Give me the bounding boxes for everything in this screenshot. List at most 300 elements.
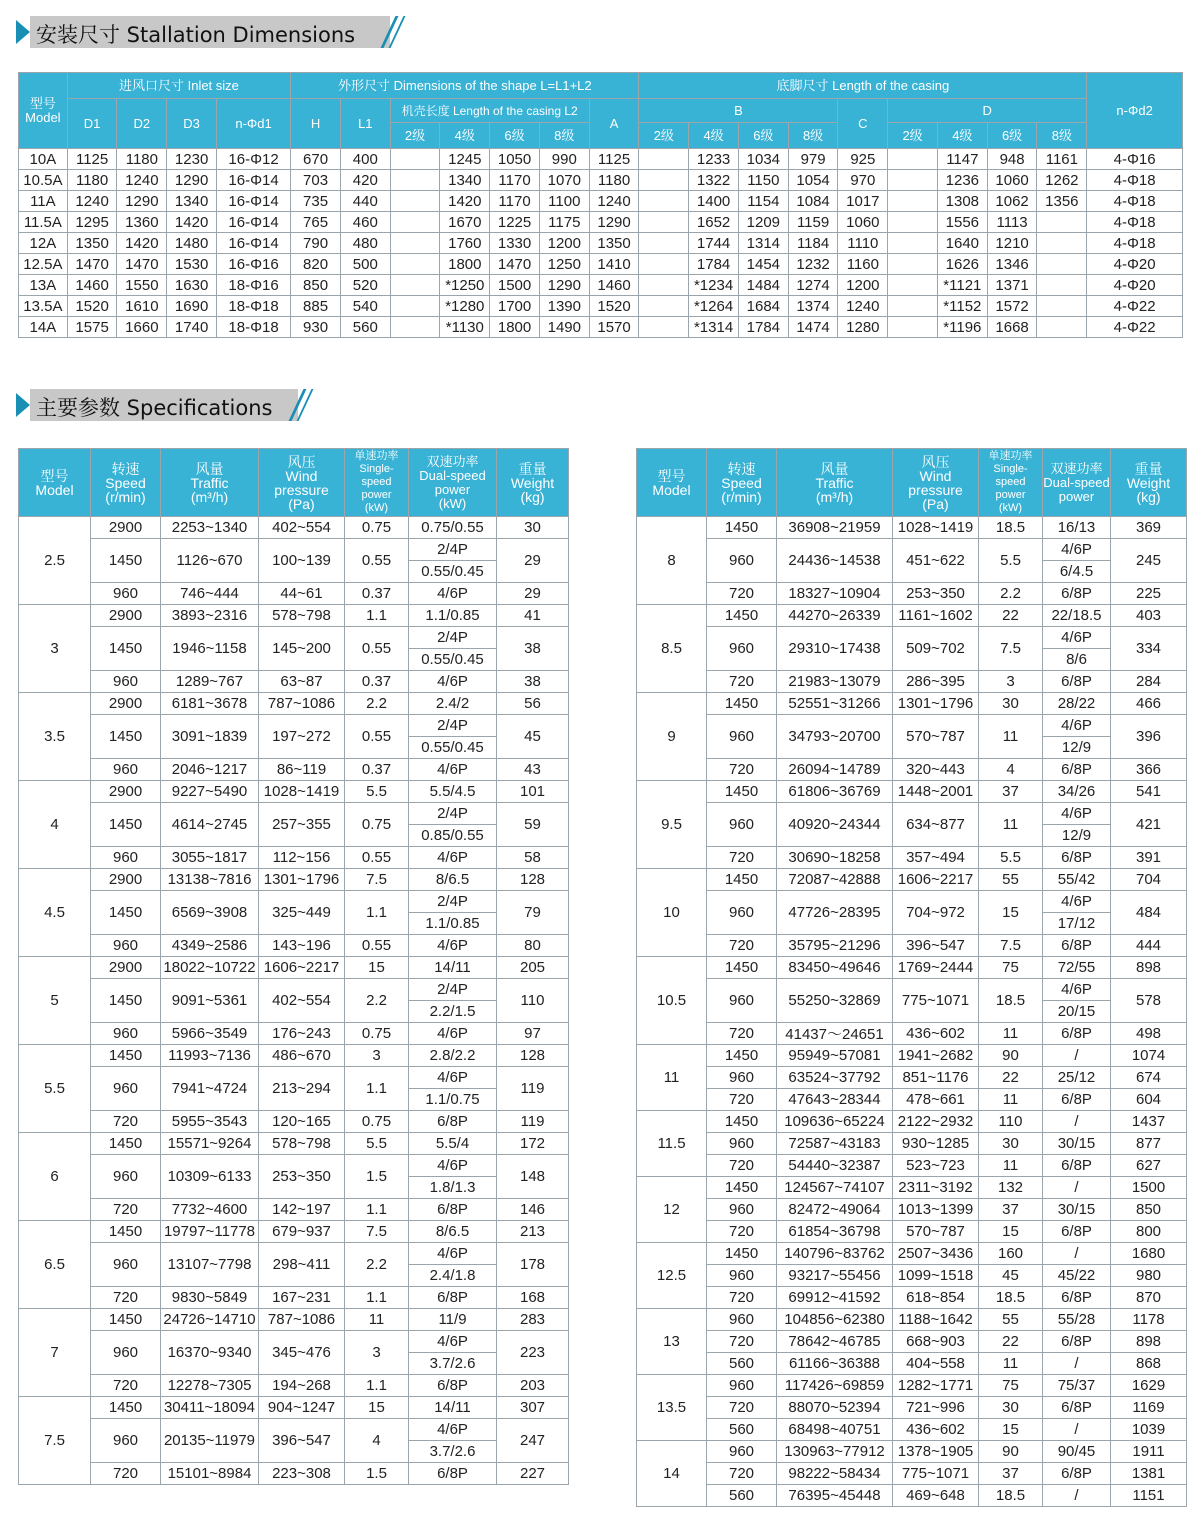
table-cell: 2900	[91, 869, 161, 891]
table-cell: 440	[340, 191, 390, 212]
table-cell: 8/6.5	[409, 869, 497, 891]
table-cell: 960	[707, 627, 777, 671]
table-cell: 6/8P	[1043, 1089, 1111, 1111]
table-cell	[1037, 317, 1087, 338]
table-cell: 627	[1111, 1155, 1187, 1177]
table-cell: 8/6	[1043, 649, 1111, 671]
table-cell: 366	[1111, 759, 1187, 781]
table-row	[19, 233, 1183, 254]
table-cell: 61854~36798	[777, 1221, 893, 1243]
table-cell: 4/6P	[409, 1331, 497, 1353]
table-row	[637, 1199, 1187, 1221]
header-inlet-size: 进风口尺寸 Inlet size	[67, 73, 290, 99]
table-cell: 1099~1518	[893, 1265, 979, 1287]
table-cell: 4/6P	[409, 935, 497, 957]
table-row	[637, 517, 1187, 539]
table-cell: 1308	[937, 191, 987, 212]
table-cell: 24726~14710	[161, 1309, 259, 1331]
table-row	[19, 847, 569, 869]
table-cell: 570~787	[893, 1221, 979, 1243]
table-cell: 0.55	[345, 715, 409, 759]
table-cell: 6/8P	[1043, 847, 1111, 869]
table-cell: 1450	[91, 715, 161, 759]
table-cell: 18-Φ18	[216, 317, 290, 338]
model-cell: 12.5	[637, 1243, 707, 1309]
table-cell: 22	[979, 605, 1043, 627]
table-cell: 1911	[1111, 1441, 1187, 1463]
table-cell: 124567~74107	[777, 1177, 893, 1199]
table-cell	[888, 275, 938, 296]
table-cell: 1188~1642	[893, 1309, 979, 1331]
table-row	[637, 1067, 1187, 1089]
table-cell: 960	[91, 1067, 161, 1111]
table-cell: 11	[345, 1309, 409, 1331]
table-cell: 925	[838, 149, 888, 170]
table-cell: 30/15	[1043, 1199, 1111, 1221]
model-cell: 14	[637, 1441, 707, 1507]
header-pole: 2级	[639, 123, 689, 149]
table-cell: 1450	[707, 869, 777, 891]
table-cell: 451~622	[893, 539, 979, 583]
table-row	[637, 693, 1187, 715]
table-cell: 7.5	[345, 869, 409, 891]
table-cell: 1028~1419	[893, 517, 979, 539]
table-cell: 24436~14538	[777, 539, 893, 583]
table-cell: 2/4P	[409, 803, 497, 825]
table-cell: 44~61	[259, 583, 345, 605]
table-cell: 1084	[788, 191, 838, 212]
table-cell: 4/6P	[409, 1155, 497, 1177]
table-cell: 30	[497, 517, 569, 539]
table-cell: 5.5	[979, 539, 1043, 583]
table-cell: 578	[1111, 979, 1187, 1023]
table-cell: 541	[1111, 781, 1187, 803]
table-cell	[639, 191, 689, 212]
table-cell: 12/9	[1043, 737, 1111, 759]
header-pole: 4级	[689, 123, 739, 149]
table-cell: 4-Φ18	[1087, 170, 1183, 191]
table-cell: 35795~21296	[777, 935, 893, 957]
table-cell: 960	[707, 1265, 777, 1287]
table-cell: 1450	[707, 517, 777, 539]
table-cell	[888, 212, 938, 233]
table-cell: 34793~20700	[777, 715, 893, 759]
table-cell: 4/6P	[409, 583, 497, 605]
table-cell: 15	[979, 1221, 1043, 1243]
table-cell: 28/22	[1043, 693, 1111, 715]
table-row	[637, 1265, 1187, 1287]
table-cell: 704	[1111, 869, 1187, 891]
table-cell: 1420	[117, 233, 167, 254]
table-cell: 1.1	[345, 605, 409, 627]
table-cell: 61166~36388	[777, 1353, 893, 1375]
table-cell: 720	[707, 1089, 777, 1111]
table-cell: 20/15	[1043, 1001, 1111, 1023]
table-cell: 7941~4724	[161, 1067, 259, 1111]
table-cell: 172	[497, 1133, 569, 1155]
table-cell: 6/8P	[1043, 1331, 1111, 1353]
table-cell: 75/37	[1043, 1375, 1111, 1397]
table-cell: 679~937	[259, 1221, 345, 1243]
table-cell: 1210	[987, 233, 1037, 254]
table-cell: 6/8P	[409, 1375, 497, 1397]
table-cell: 16-Φ14	[216, 233, 290, 254]
table-cell: 68498~40751	[777, 1419, 893, 1441]
table-cell: 1450	[707, 781, 777, 803]
table-cell: 930~1285	[893, 1133, 979, 1155]
table-cell: *1130	[440, 317, 490, 338]
table-cell: 0.55/0.45	[409, 561, 497, 583]
table-cell: 1450	[91, 803, 161, 847]
table-cell: 2.2	[345, 1243, 409, 1287]
table-cell: 850	[1111, 1199, 1187, 1221]
table-cell: 570~787	[893, 715, 979, 759]
table-cell: 460	[340, 212, 390, 233]
table-cell: 61806~36769	[777, 781, 893, 803]
table-cell: 960	[91, 1155, 161, 1199]
table-cell: 1474	[788, 317, 838, 338]
table-cell: 5.5	[345, 781, 409, 803]
table-cell	[1037, 233, 1087, 254]
table-cell: 1.5	[345, 1463, 409, 1485]
table-row	[637, 935, 1187, 957]
table-cell: 2.2/1.5	[409, 1001, 497, 1023]
table-cell: 1209	[738, 212, 788, 233]
table-row	[637, 1419, 1187, 1441]
table-cell: 1100	[539, 191, 589, 212]
header-pole: 8级	[539, 123, 589, 149]
table-cell: 93217~55456	[777, 1265, 893, 1287]
table-cell: 1450	[91, 891, 161, 935]
table-cell: 668~903	[893, 1331, 979, 1353]
table-cell	[888, 296, 938, 317]
table-row	[19, 254, 1183, 275]
table-cell: 245	[1111, 539, 1187, 583]
table-row	[637, 1309, 1187, 1331]
table-row	[637, 1397, 1187, 1419]
table-cell: 1050	[490, 149, 540, 170]
table-cell: 1784	[689, 254, 739, 275]
table-cell: 720	[707, 671, 777, 693]
table-cell: 286~395	[893, 671, 979, 693]
table-cell: 19797~11778	[161, 1221, 259, 1243]
table-cell: 960	[707, 715, 777, 759]
model-cell: 11A	[19, 191, 68, 212]
table-cell: 257~355	[259, 803, 345, 847]
table-cell: 6/8P	[1043, 935, 1111, 957]
table-cell: 63524~37792	[777, 1067, 893, 1089]
table-cell: 904~1247	[259, 1397, 345, 1419]
table-cell: 720	[91, 1111, 161, 1133]
table-cell: 283	[497, 1309, 569, 1331]
model-cell: 12.5A	[19, 254, 68, 275]
table-cell: 1034	[738, 149, 788, 170]
table-cell: 1480	[167, 233, 217, 254]
table-cell: 1062	[987, 191, 1037, 212]
table-cell: 194~268	[259, 1375, 345, 1397]
table-cell: 16-Φ14	[216, 170, 290, 191]
header-weight: 重量 Weight (kg)	[1111, 449, 1187, 517]
table-row	[19, 627, 569, 649]
header-pole: 2级	[390, 123, 440, 149]
table-cell: 18327~10904	[777, 583, 893, 605]
table-row	[19, 715, 569, 737]
table-cell: 98222~58434	[777, 1463, 893, 1485]
table-cell: 0.75/0.55	[409, 517, 497, 539]
install-dimensions-table	[18, 72, 1183, 338]
table-cell: 4/6P	[1043, 627, 1111, 649]
header-n-d2: n-Φd2	[1087, 73, 1183, 149]
table-row	[637, 957, 1187, 979]
model-cell: 13.5A	[19, 296, 68, 317]
table-cell: 11	[979, 1023, 1043, 1045]
table-cell: 960	[91, 847, 161, 869]
table-cell: 1520	[589, 296, 639, 317]
table-cell: 11	[979, 1353, 1043, 1375]
table-cell: 18.5	[979, 1287, 1043, 1309]
table-cell: 704~972	[893, 891, 979, 935]
table-row	[19, 1199, 569, 1221]
table-cell	[639, 212, 689, 233]
table-cell: 960	[707, 1309, 777, 1331]
table-cell: 16-Φ14	[216, 212, 290, 233]
table-cell: 119	[497, 1067, 569, 1111]
table-row	[19, 1133, 569, 1155]
table-cell: 523~723	[893, 1155, 979, 1177]
table-cell: 41437～24651	[777, 1023, 893, 1045]
table-cell: 1.1/0.85	[409, 605, 497, 627]
table-cell: 0.75	[345, 1023, 409, 1045]
table-cell: 2/4P	[409, 539, 497, 561]
table-cell: 604	[1111, 1089, 1187, 1111]
table-cell: 37	[979, 781, 1043, 803]
table-cell: 396	[1111, 715, 1187, 759]
table-cell: 320~443	[893, 759, 979, 781]
table-cell: *1121	[937, 275, 987, 296]
table-row	[637, 1287, 1187, 1309]
table-row	[19, 781, 569, 803]
table-cell: 1240	[67, 191, 117, 212]
table-cell	[639, 170, 689, 191]
table-row	[637, 1111, 1187, 1133]
table-cell: 520	[340, 275, 390, 296]
table-row	[637, 759, 1187, 781]
table-cell: 4349~2586	[161, 935, 259, 957]
table-cell: 674	[1111, 1067, 1187, 1089]
table-cell: 140796~83762	[777, 1243, 893, 1265]
table-cell	[888, 149, 938, 170]
table-cell: 54440~32387	[777, 1155, 893, 1177]
table-cell: 16370~9340	[161, 1331, 259, 1375]
table-cell: 11	[979, 1155, 1043, 1177]
model-cell: 10.5A	[19, 170, 68, 191]
header-weight: 重量 Weight (kg)	[497, 449, 569, 517]
model-cell: 11.5A	[19, 212, 68, 233]
table-cell: 1450	[707, 1177, 777, 1199]
table-cell: 4-Φ18	[1087, 233, 1183, 254]
header-d1: D1	[67, 99, 117, 149]
table-cell: 1450	[91, 1133, 161, 1155]
model-cell: 11.5	[637, 1111, 707, 1177]
header-l1: L1	[340, 99, 390, 149]
table-cell: 466	[1111, 693, 1187, 715]
table-cell: 1250	[539, 254, 589, 275]
table-cell: 720	[707, 1463, 777, 1485]
table-cell: 1290	[167, 170, 217, 191]
table-cell: 18.5	[979, 1485, 1043, 1507]
table-cell: 223	[497, 1331, 569, 1375]
table-cell: 13138~7816	[161, 869, 259, 891]
model-cell: 8.5	[637, 605, 707, 693]
table-cell: 2046~1217	[161, 759, 259, 781]
table-cell: 4614~2745	[161, 803, 259, 847]
table-cell: 1670	[440, 212, 490, 233]
table-cell: 960	[91, 1023, 161, 1045]
table-cell: 1800	[490, 317, 540, 338]
table-cell: 34/26	[1043, 781, 1111, 803]
table-cell: 1314	[738, 233, 788, 254]
table-cell: 1450	[91, 1221, 161, 1243]
table-row	[19, 539, 569, 561]
table-cell: 2.2	[345, 979, 409, 1023]
table-cell: 1450	[91, 1309, 161, 1331]
table-cell: 720	[707, 1023, 777, 1045]
table-cell: 948	[987, 149, 1037, 170]
table-cell: 1420	[167, 212, 217, 233]
table-row	[19, 517, 569, 539]
table-cell: 16-Φ16	[216, 254, 290, 275]
table-cell: 1454	[738, 254, 788, 275]
table-cell: 560	[707, 1419, 777, 1441]
table-cell: 898	[1111, 957, 1187, 979]
table-cell: 877	[1111, 1133, 1187, 1155]
table-cell: 1420	[440, 191, 490, 212]
table-cell: 22	[979, 1067, 1043, 1089]
model-cell: 4	[19, 781, 91, 869]
header-c: C	[838, 99, 888, 149]
table-cell: 721~996	[893, 1397, 979, 1419]
table-row	[637, 539, 1187, 561]
model-cell: 4.5	[19, 869, 91, 957]
table-cell: 960	[707, 891, 777, 935]
table-row	[19, 935, 569, 957]
table-cell: 4/6P	[1043, 803, 1111, 825]
table-cell: 720	[707, 1331, 777, 1353]
table-cell: 4	[979, 759, 1043, 781]
model-cell: 10	[637, 869, 707, 957]
table-cell: 11993~7136	[161, 1045, 259, 1067]
model-cell: 10A	[19, 149, 68, 170]
table-cell: 4-Φ18	[1087, 212, 1183, 233]
table-cell: 0.37	[345, 583, 409, 605]
table-cell: 1151	[1111, 1485, 1187, 1507]
table-cell	[888, 233, 938, 254]
table-cell: 1470	[490, 254, 540, 275]
table-cell: 1437	[1111, 1111, 1187, 1133]
table-cell: 6/8P	[409, 1199, 497, 1221]
table-cell: 4/6P	[409, 1419, 497, 1441]
table-cell: 5.5	[979, 847, 1043, 869]
table-cell: 1.1	[345, 1287, 409, 1309]
header-pole: 8级	[1037, 123, 1087, 149]
table-cell: 2/4P	[409, 627, 497, 649]
table-cell: 421	[1111, 803, 1187, 847]
table-cell: 104856~62380	[777, 1309, 893, 1331]
table-cell: 1378~1905	[893, 1441, 979, 1463]
table-cell	[390, 254, 440, 275]
table-cell: 1450	[707, 1045, 777, 1067]
table-cell: 6/8P	[1043, 583, 1111, 605]
table-cell: 75	[979, 957, 1043, 979]
table-cell: 4/6P	[1043, 715, 1111, 737]
table-row	[19, 957, 569, 979]
table-cell: 90	[979, 1441, 1043, 1463]
table-cell: 775~1071	[893, 979, 979, 1023]
table-cell: 2507~3436	[893, 1243, 979, 1265]
table-cell: 1356	[1037, 191, 1087, 212]
table-cell: 1450	[707, 1111, 777, 1133]
section-title: 安装尺寸 Stallation Dimensions	[36, 23, 356, 47]
table-cell: 1.1/0.75	[409, 1089, 497, 1111]
table-row	[19, 1221, 569, 1243]
table-row	[637, 847, 1187, 869]
table-cell: 436~602	[893, 1419, 979, 1441]
model-cell: 5	[19, 957, 91, 1045]
table-row	[637, 781, 1187, 803]
header-traffic: 风量 Traffic (m³/h)	[777, 449, 893, 517]
table-cell: 1290	[589, 212, 639, 233]
table-cell: 790	[291, 233, 341, 254]
table-cell	[390, 149, 440, 170]
table-cell: 43	[497, 759, 569, 781]
table-cell: 1340	[440, 170, 490, 191]
table-cell: 720	[91, 1287, 161, 1309]
table-cell: 52551~31266	[777, 693, 893, 715]
table-cell: 1550	[117, 275, 167, 296]
table-cell: 1500	[1111, 1177, 1187, 1199]
header-nd1: n-Φd1	[216, 99, 290, 149]
table-cell: 5955~3543	[161, 1111, 259, 1133]
table-cell: 45	[497, 715, 569, 759]
table-row	[637, 671, 1187, 693]
model-cell: 7.5	[19, 1397, 91, 1485]
table-cell: 560	[707, 1353, 777, 1375]
table-cell: 12278~7305	[161, 1375, 259, 1397]
table-cell: 11	[979, 715, 1043, 759]
table-cell: 720	[91, 1463, 161, 1485]
table-cell: 298~411	[259, 1243, 345, 1287]
table-cell: 1225	[490, 212, 540, 233]
table-row	[19, 1397, 569, 1419]
table-cell: 21983~13079	[777, 671, 893, 693]
table-cell: 72587~43183	[777, 1133, 893, 1155]
model-cell: 2.5	[19, 517, 91, 605]
table-cell: 1159	[788, 212, 838, 233]
header-h: H	[291, 99, 341, 149]
table-cell: 1.1	[345, 1375, 409, 1397]
table-row	[19, 1463, 569, 1485]
table-cell: 25/12	[1043, 1067, 1111, 1089]
table-row	[19, 1067, 569, 1089]
header-single-power: 单速功率 Single-speed power (kW)	[345, 449, 409, 517]
table-cell: 16/13	[1043, 517, 1111, 539]
table-cell: 9830~5849	[161, 1287, 259, 1309]
table-cell: /	[1043, 1177, 1111, 1199]
table-cell: *1196	[937, 317, 987, 338]
table-cell: 4/6P	[409, 847, 497, 869]
table-cell: 18.5	[979, 517, 1043, 539]
section-header-install	[16, 16, 416, 48]
